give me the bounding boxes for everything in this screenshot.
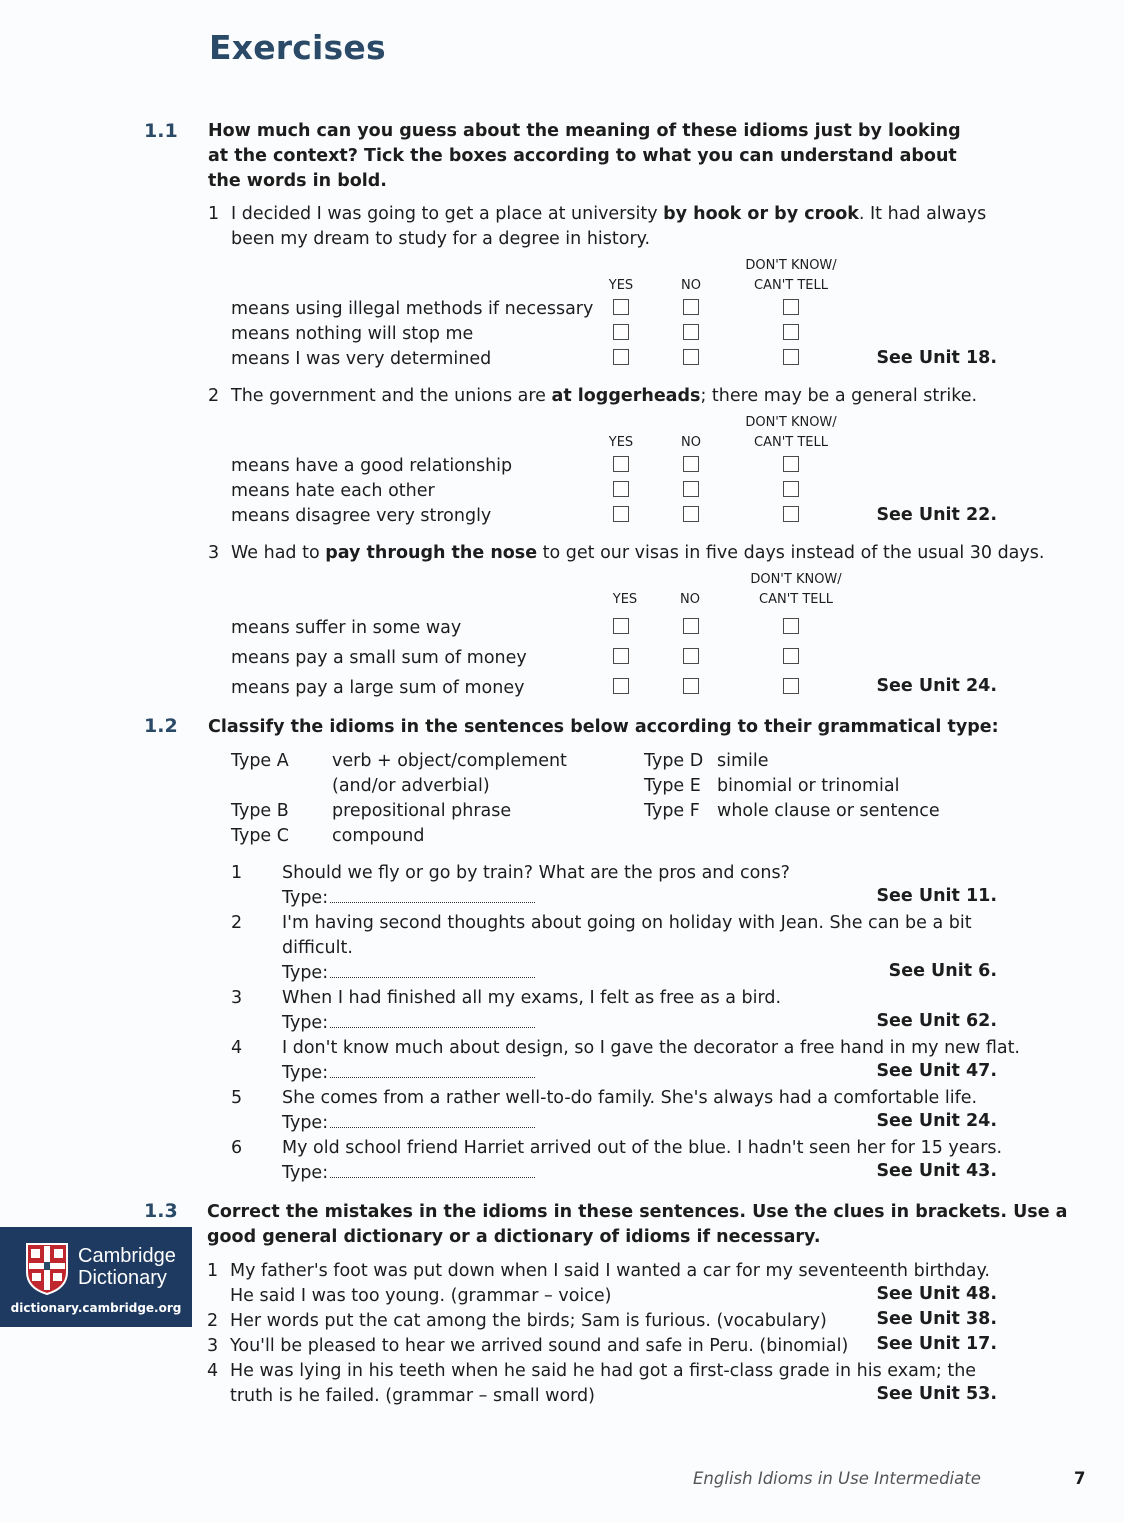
checkbox-no[interactable] bbox=[683, 324, 699, 340]
page-title: Exercises bbox=[209, 28, 386, 67]
see-unit: See Unit 38. bbox=[876, 1309, 997, 1329]
see-unit: See Unit 6. bbox=[888, 961, 997, 981]
page-number: 7 bbox=[1074, 1469, 1086, 1488]
see-unit: See Unit 11. bbox=[876, 886, 997, 906]
col-header-dontknow: DON'T KNOW/ bbox=[745, 415, 837, 430]
type-answer-line[interactable]: Type: bbox=[282, 886, 535, 911]
type-label: Type B bbox=[231, 801, 289, 821]
option-text: means suffer in some way bbox=[231, 618, 462, 638]
col-header-canttell: CAN'T TELL bbox=[754, 278, 828, 293]
item-number: 4 bbox=[207, 1361, 219, 1381]
item-text: She comes from a rather well-to-do family. She's always had a comfortable life. bbox=[282, 1088, 978, 1108]
col-header-dontknow: DON'T KNOW/ bbox=[750, 572, 842, 587]
question-number: 1 bbox=[208, 204, 220, 224]
item-number: 3 bbox=[231, 988, 243, 1008]
col-header-no: NO bbox=[681, 435, 701, 450]
see-unit: See Unit 43. bbox=[876, 1161, 997, 1181]
see-unit: See Unit 18. bbox=[876, 348, 997, 368]
item-number: 1 bbox=[207, 1261, 219, 1281]
checkbox-dontknow[interactable] bbox=[783, 618, 799, 634]
see-unit: See Unit 22. bbox=[876, 505, 997, 525]
type-desc: (and/or adverbial) bbox=[332, 776, 490, 796]
section-number: 1.3 bbox=[144, 1200, 178, 1222]
option-text: means disagree very strongly bbox=[231, 506, 492, 526]
checkbox-yes[interactable] bbox=[613, 481, 629, 497]
section-number: 1.1 bbox=[144, 120, 178, 142]
type-desc: compound bbox=[332, 826, 425, 846]
checkbox-yes[interactable] bbox=[613, 456, 629, 472]
checkbox-no[interactable] bbox=[683, 456, 699, 472]
crest-icon bbox=[25, 1242, 69, 1300]
question-text: I decided I was going to get a place at university by hook or by crook. It had always bbox=[231, 204, 987, 224]
checkbox-dontknow[interactable] bbox=[783, 506, 799, 522]
checkbox-dontknow[interactable] bbox=[783, 299, 799, 315]
type-answer-line[interactable]: Type: bbox=[282, 1011, 535, 1036]
item-text: Should we fly or go by train? What are the pros and cons? bbox=[282, 863, 790, 883]
see-unit: See Unit 53. bbox=[876, 1384, 997, 1404]
item-number: 3 bbox=[207, 1336, 219, 1356]
see-unit: See Unit 24. bbox=[876, 676, 997, 696]
type-label: Type D bbox=[644, 751, 704, 771]
col-header-canttell: CAN'T TELL bbox=[759, 592, 833, 607]
col-header-no: NO bbox=[681, 278, 701, 293]
option-text: means hate each other bbox=[231, 481, 435, 501]
option-text: means I was very determined bbox=[231, 349, 492, 369]
checkbox-yes[interactable] bbox=[613, 678, 629, 694]
type-label: Type E bbox=[644, 776, 701, 796]
col-header-dontknow: DON'T KNOW/ bbox=[745, 258, 837, 273]
checkbox-yes[interactable] bbox=[613, 324, 629, 340]
item-number: 6 bbox=[231, 1138, 243, 1158]
item-text: I'm having second thoughts about going on holiday with Jean. She can be a bit bbox=[282, 913, 972, 933]
item-number: 5 bbox=[231, 1088, 243, 1108]
type-desc: whole clause or sentence bbox=[717, 801, 940, 821]
see-unit: See Unit 24. bbox=[876, 1111, 997, 1131]
checkbox-yes[interactable] bbox=[613, 299, 629, 315]
item-text: My old school friend Harriet arrived out of the blue. I hadn't seen her for 15 years. bbox=[282, 1138, 1003, 1158]
item-text: When I had finished all my exams, I felt as free as a bird. bbox=[282, 988, 782, 1008]
checkbox-yes[interactable] bbox=[613, 618, 629, 634]
type-label: Type A bbox=[231, 751, 289, 771]
col-header-canttell: CAN'T TELL bbox=[754, 435, 828, 450]
option-text: means using illegal methods if necessary bbox=[231, 299, 594, 319]
option-text: means nothing will stop me bbox=[231, 324, 474, 344]
item-text: He was lying in his teeth when he said he had got a first-class grade in his exam; the bbox=[230, 1361, 977, 1381]
item-number: 1 bbox=[231, 863, 243, 883]
question-text-cont: been my dream to study for a degree in history. bbox=[231, 229, 651, 249]
section-instruction: How much can you guess about the meaning of these idioms just by looking at the context? Tick the boxes according to what you can understand about the words in bold. bbox=[208, 121, 961, 191]
checkbox-no[interactable] bbox=[683, 648, 699, 664]
checkbox-dontknow[interactable] bbox=[783, 678, 799, 694]
section-instruction: Correct the mistakes in the idioms in these sentences. Use the clues in brackets. Use a bbox=[207, 1202, 1068, 1222]
item-text-cont: truth is he failed. (grammar – small word) bbox=[230, 1386, 595, 1406]
option-text: means pay a small sum of money bbox=[231, 648, 527, 668]
type-label: Type F bbox=[644, 801, 700, 821]
checkbox-dontknow[interactable] bbox=[783, 456, 799, 472]
logo-url: dictionary.cambridge.org bbox=[10, 1301, 182, 1315]
checkbox-no[interactable] bbox=[683, 481, 699, 497]
item-text-cont: He said I was too young. (grammar – voice) bbox=[230, 1286, 612, 1306]
type-answer-line[interactable]: Type: bbox=[282, 1161, 535, 1186]
type-desc: binomial or trinomial bbox=[717, 776, 900, 796]
checkbox-yes[interactable] bbox=[613, 506, 629, 522]
checkbox-dontknow[interactable] bbox=[783, 324, 799, 340]
option-text: means pay a large sum of money bbox=[231, 678, 525, 698]
logo-line1: Cambridge bbox=[78, 1245, 176, 1267]
section-number: 1.2 bbox=[144, 715, 178, 737]
footer-book-title: English Idioms in Use Intermediate bbox=[693, 1469, 981, 1488]
col-header-yes: YES bbox=[608, 435, 634, 450]
option-text: means have a good relationship bbox=[231, 456, 513, 476]
see-unit: See Unit 48. bbox=[876, 1284, 997, 1304]
col-header-yes: YES bbox=[608, 278, 634, 293]
section-instruction-cont: good general dictionary or a dictionary of idioms if necessary. bbox=[207, 1227, 821, 1247]
checkbox-no[interactable] bbox=[683, 506, 699, 522]
item-text: My father's foot was put down when I said I wanted a car for my seventeenth birthday. bbox=[230, 1261, 990, 1281]
checkbox-yes[interactable] bbox=[613, 349, 629, 365]
type-desc: verb + object/complement bbox=[332, 751, 567, 771]
item-text-cont: difficult. bbox=[282, 938, 353, 958]
cambridge-dictionary-logo[interactable] bbox=[0, 1227, 192, 1327]
checkbox-yes[interactable] bbox=[613, 648, 629, 664]
checkbox-dontknow[interactable] bbox=[783, 349, 799, 365]
checkbox-no[interactable] bbox=[683, 299, 699, 315]
checkbox-no[interactable] bbox=[683, 618, 699, 634]
question-text: We had to pay through the nose to get our visas in five days instead of the usual 30 days. bbox=[231, 543, 1045, 563]
type-desc: simile bbox=[717, 751, 769, 771]
question-number: 2 bbox=[208, 386, 220, 406]
checkbox-no[interactable] bbox=[683, 349, 699, 365]
checkbox-no[interactable] bbox=[683, 678, 699, 694]
item-number: 2 bbox=[207, 1311, 219, 1331]
item-number: 4 bbox=[231, 1038, 243, 1058]
see-unit: See Unit 17. bbox=[876, 1334, 997, 1354]
question-number: 3 bbox=[208, 543, 220, 563]
checkbox-dontknow[interactable] bbox=[783, 481, 799, 497]
type-answer-line[interactable]: Type: bbox=[282, 1061, 535, 1086]
type-label: Type C bbox=[231, 826, 289, 846]
col-header-no: NO bbox=[680, 592, 700, 607]
item-text: Her words put the cat among the birds; Sam is furious. (vocabulary) bbox=[230, 1311, 827, 1331]
col-header-yes: YES bbox=[612, 592, 638, 607]
see-unit: See Unit 62. bbox=[876, 1011, 997, 1031]
question-text: The government and the unions are at loggerheads; there may be a general strike. bbox=[231, 386, 978, 406]
item-text: You'll be pleased to hear we arrived sound and safe in Peru. (binomial) bbox=[230, 1336, 849, 1356]
type-desc: prepositional phrase bbox=[332, 801, 512, 821]
type-answer-line[interactable]: Type: bbox=[282, 961, 535, 986]
item-number: 2 bbox=[231, 913, 243, 933]
item-text: I don't know much about design, so I gave the decorator a free hand in my new flat. bbox=[282, 1038, 1020, 1058]
checkbox-dontknow[interactable] bbox=[783, 648, 799, 664]
logo-line2: Dictionary bbox=[78, 1267, 167, 1289]
see-unit: See Unit 47. bbox=[876, 1061, 997, 1081]
type-answer-line[interactable]: Type: bbox=[282, 1111, 535, 1136]
section-instruction: Classify the idioms in the sentences below according to their grammatical type: bbox=[208, 717, 999, 737]
